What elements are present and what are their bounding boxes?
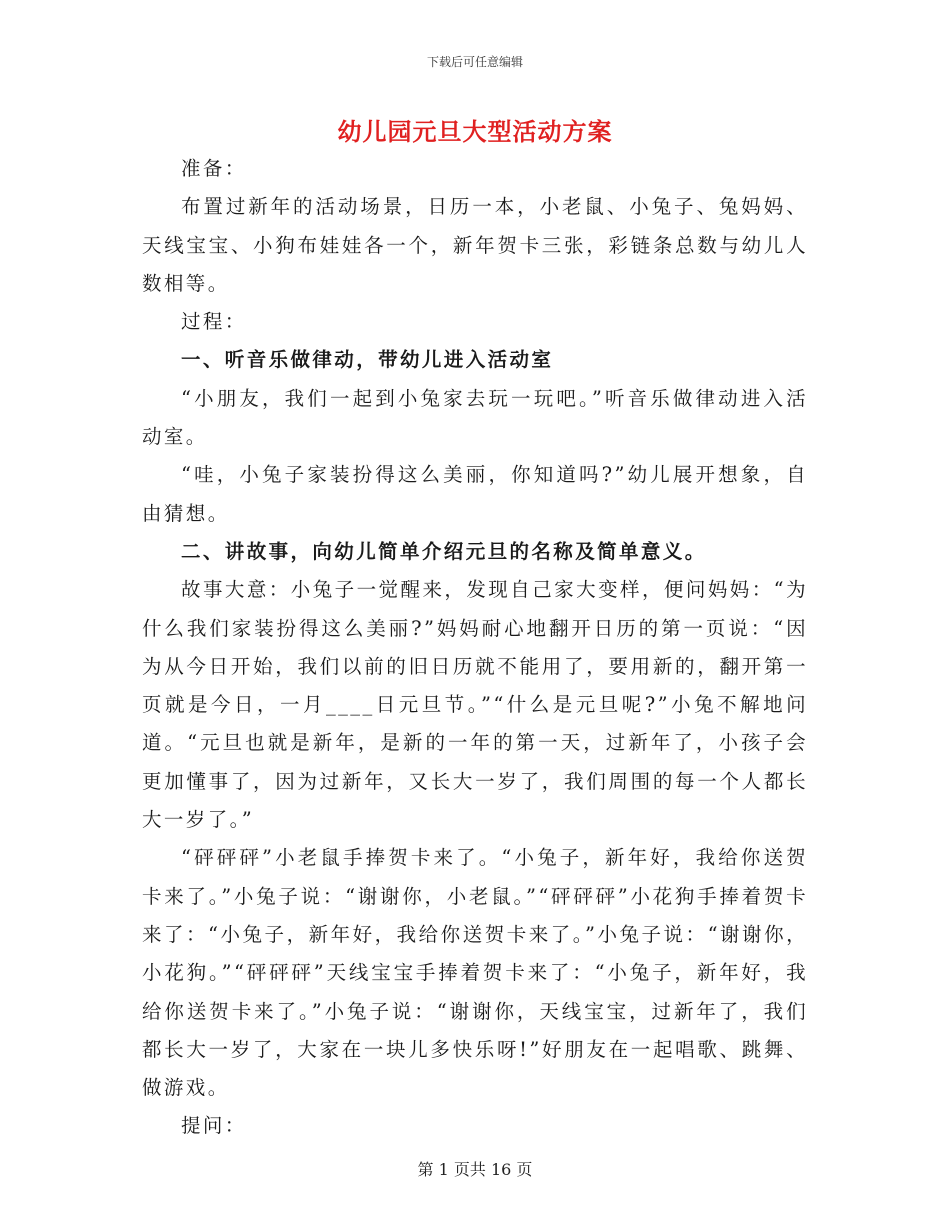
- header-note: 下载后可任意编辑: [426, 55, 523, 69]
- paragraph-preparation-heading: 准备：: [181, 157, 247, 180]
- paragraph-invitation: “小朋友，我们一起到小兔家去玩一玩吧。”听音乐做律动进入活动室。: [142, 386, 808, 449]
- section-heading-1: 一、听音乐做律动，带幼儿进入活动室: [181, 348, 554, 372]
- document-title: 幼儿园元旦大型活动方案: [337, 117, 613, 146]
- paragraph-imagination: “哇，小兔子家装扮得这么美丽，你知道吗?”幼儿展开想象，自由猜想。: [142, 463, 808, 525]
- section-heading-2: 二、讲故事，向幼儿简单介绍元旦的名称及简单意义。: [181, 539, 707, 563]
- paragraph-question-heading: 提问：: [181, 1114, 247, 1138]
- paragraph-greeting-cards: “砰砰砰”小老鼠手捧贺卡来了。“小兔子，新年好，我给你送贺卡来了。”小兔子说：“谢谢你，小老鼠。”“砰砰砰”小花狗手捧着贺卡来了：“小兔子，新年好，我给你送贺卡来了。”小兔子说：“谢谢你，小花狗。”“砰砰砰”天线宝宝手捧着贺卡来了：“小兔子，新年好，我给你送贺卡来了。”小兔子说：“谢谢你，天线宝宝，过新年了，我们都长大一岁了，大家在一块儿多快乐呀!”好朋友在一起唱歌、跳舞、做游戏。: [142, 846, 808, 1100]
- page-footer: 第 1 页共 16 页: [417, 1160, 533, 1179]
- paragraph-story-summary: 故事大意：小兔子一觉醒来，发现自己家大变样，便问妈妈：“为什么我们家装扮得这么美丽?”妈妈耐心地翻开日历的第一页说：“因为从今日开始，我们以前的旧日历就不能用了，要用新的，翻开第一页就是今日，一月____日元旦节。”“什么是元旦呢?”小兔不解地问道。“元旦也就是新年，是新的一年的第一天，过新年了，小孩子会更加懂事了，因为过新年，又长大一岁了，我们周围的每一个人都长大一岁了。”: [142, 578, 808, 832]
- document-body: [142, 150, 808, 1146]
- paragraph-process-heading: 过程：: [181, 310, 247, 334]
- paragraph-preparation-materials: 布置过新年的活动场景，日历一本，小老鼠、小兔子、兔妈妈、天线宝宝、小狗布娃娃各一个，新年贺卡三张，彩链条总数与幼儿人数相等。: [142, 195, 808, 295]
